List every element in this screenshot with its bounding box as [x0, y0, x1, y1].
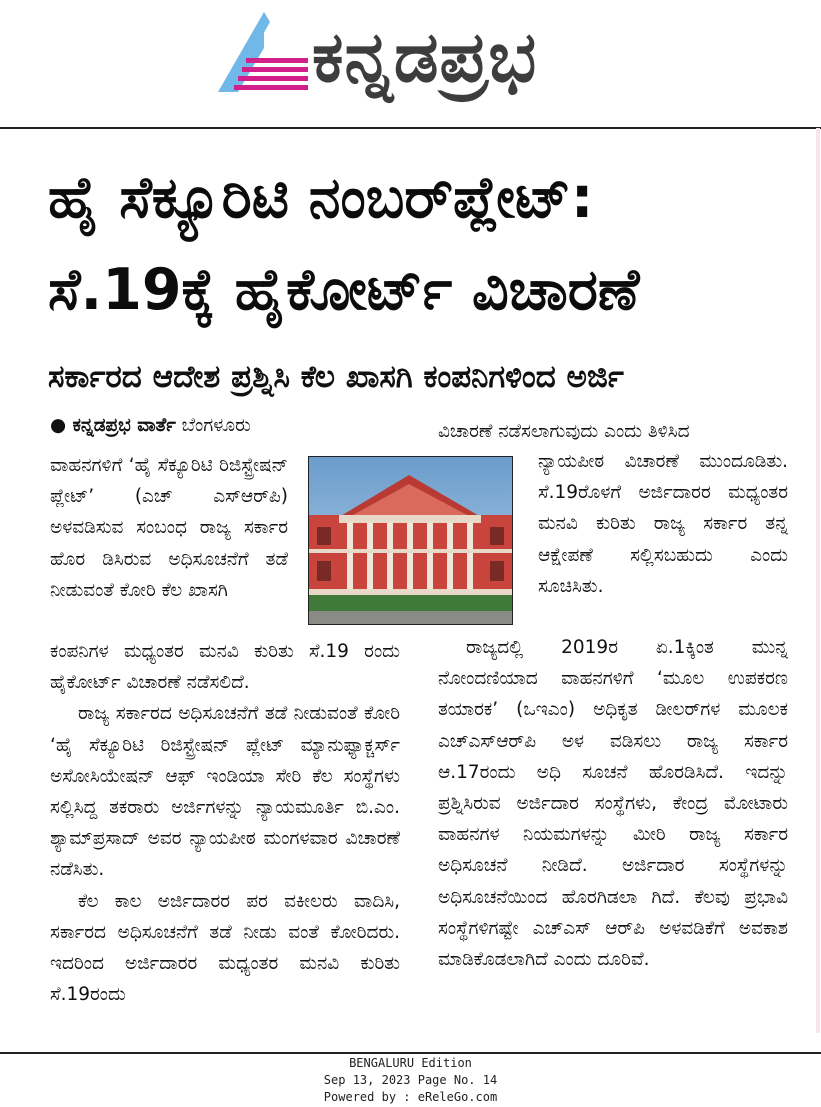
footer-edition: BENGALURU Edition	[349, 1056, 472, 1070]
kannadaprabha-logo-icon	[214, 12, 314, 98]
article-paragraph: ನ್ಯಾಯಪೀಠ ವಿಚಾರಣೆ ಮುಂದೂಡಿತು. ಸೆ.19ರೊಳಗೆ ಅರ್ಜಿದಾರರ ಮಧ್ಯಂತರ ಮನವಿ ಕುರಿತು ರಾಜ್ಯ ಸರ್ಕಾರ ತನ್ನ ಆಕ್ಷೇಪಣೆ ಸಲ್ಲಿಸಬಹುದು ಎಂದು ಸೂಚಿಸಿತು.	[538, 451, 788, 597]
footer	[0, 1055, 821, 1106]
photo-illustration	[309, 457, 512, 624]
footer-divider	[0, 1052, 821, 1054]
byline-bullet: ●	[50, 415, 73, 436]
high-court-building-image	[308, 456, 513, 625]
footer-date-page: Sep 13, 2023 Page No. 14	[323, 1073, 498, 1087]
article-paragraph: ವಿಚಾರಣೆ ನಡೆಸಲಾಗುವುದು ಎಂದು ತಿಳಿಸಿದ	[438, 421, 690, 442]
left-column-body	[50, 636, 400, 1010]
article-paragraph: ರಾಜ್ಯದಲ್ಲಿ 2019ರ ಏ.1ಕ್ಕಿಂತ ಮುನ್ನ ನೋಂದಣಿಯಾದ ವಾಹನಗಳಿಗೆ ‘ಮೂಲ ಉಪಕರಣ ತಯಾರಕ’ (ಒಇಎಂ) ಅಧಿಕೃತ ಡೀಲರ್‌ಗಳ ಮೂಲಕ ಎಚ್‌ಎಸ್‌ಆರ್‌ಪಿ ಅಳ ವಡಿಸಲು ರಾಜ್ಯ ಸರ್ಕಾರ ಆ.17ರಂದು ಅಧಿ ಸೂಚನೆ ಹೊರಡಿಸಿದೆ. ಇದನ್ನು ಪ್ರಶ್ನಿಸಿರುವ ಅರ್ಜಿದಾರ ಸಂಸ್ಥೆಗಳು, ಕೇಂದ್ರ ಮೋಟಾರು ವಾಹನಗಳ ನಿಯಮಗಳನ್ನು ಮೀರಿ ರಾಜ್ಯ ಸರ್ಕಾರ ಅಧಿಸೂಚನೆ ನೀಡಿದೆ. ಅರ್ಜಿದಾರ ಸಂಸ್ಥೆಗಳನ್ನು ಅಧಿಸೂಚನೆಯಿಂದ ಹೊರಗಿಡಲಾ ಗಿದೆ. ಕೆಲವು ಪ್ರಭಾವಿ ಸಂಸ್ಥೆಗಳಿಗಷ್ಟೇ ಎಚ್‌ಎಸ್ ಆರ್‌ಪಿ ಅಳವಡಿಕೆಗೆ ಅವಕಾಶ ಮಾಡಿಕೊಡಲಾಗಿದೆ ಎಂದು ದೂರಿವೆ.	[438, 637, 788, 971]
article-paragraph: ಕಂಪನಿಗಳ ಮಧ್ಯಂತರ ಮನವಿ ಕುರಿತು ಸೆ.19 ರಂದು ಹೈಕೋರ್ಟ್ ವಿಚಾರಣೆ ನಡೆಸಲಿದೆ.	[50, 641, 400, 694]
right-column-beside-photo	[538, 446, 788, 602]
masthead-divider	[0, 127, 821, 129]
headline-line-2: ಸೆ.19ಕ್ಕೆ ಹೈಕೋರ್ಟ್ ವಿಚಾರಣೆ	[48, 257, 640, 323]
byline-place: ಬೆಂಗಳೂರು	[181, 415, 251, 436]
right-column-body	[438, 632, 788, 975]
right-column-top	[438, 416, 788, 447]
article-paragraph: ಕೆಲ ಕಾಲ ಅರ್ಜಿದಾರರ ಪರ ವಕೀಲರು ವಾದಿಸಿ, ಸರ್ಕಾರದ ಅಧಿಸೂಚನೆಗೆ ತಡೆ ನೀಡು ವಂತೆ ಕೋರಿದರು. ಇದರಿಂದ ಅರ್ಜಿದಾರರ ಮಧ್ಯಂತರ ಮನವಿ ಕುರಿತು ಸೆ.19ರಂದು	[50, 890, 400, 1006]
headline-line-1: ಹೈ ಸೆಕ್ಯೂರಿಟಿ ನಂಬರ್‌ಪ್ಲೇಟ್:	[48, 165, 594, 231]
byline	[50, 410, 400, 441]
article-paragraph: ವಾಹನಗಳಿಗೆ ‘ಹೈ ಸೆಕ್ಯೂರಿಟಿ ರಿಜಿಸ್ಟ್ರೇಷನ್ ಪ್ಲೇಟ್’ (ಎಚ್ ಎಸ್‌ಆರ್‌ಪಿ) ಅಳವಡಿಸುವ ಸಂಬಂಧ ರಾಜ್ಯ ಸರ್ಕಾರ ಹೊರ ಡಿಸಿರುವ ಅಧಿಸೂಚನೆಗೆ ತಡೆ ನೀಡುವಂತೆ ಕೋರಿ ಕೆಲ ಖಾಸಗಿ	[50, 455, 288, 601]
article-paragraph: ರಾಜ್ಯ ಸರ್ಕಾರದ ಅಧಿಸೂಚನೆಗೆ ತಡೆ ನೀಡುವಂತೆ ಕೋರಿ ‘ಹೈ ಸೆಕ್ಯೂರಿಟಿ ರಿಜಿಸ್ಟ್ರೇಷನ್ ಪ್ಲೇಟ್ ಮ್ಯಾನುಫ್ಯಾಕ್ಚರ್ಸ್ ಅಸೋಸಿಯೇಷನ್ ಆಫ್ ಇಂಡಿಯಾ ಸೇರಿ ಕೆಲ ಸಂಸ್ಥೆಗಳು ಸಲ್ಲಿಸಿದ್ದ ತಕರಾರು ಅರ್ಜಿಗಳನ್ನು ನ್ಯಾಯಮೂರ್ತಿ ಬಿ.ಎಂ. ಶ್ಯಾಮ್‌ಪ್ರಸಾದ್ ಅವರ ನ್ಯಾಯಪೀಠ ಮಂಗಳವಾರ ವಿಚಾರಣೆ ನಡೆಸಿತು.	[50, 703, 400, 881]
clip-edge	[816, 128, 820, 1033]
left-column-beside-photo	[50, 450, 288, 606]
masthead-logo-text: ಕನ್ನಡಪ್ರಭ	[312, 16, 538, 98]
masthead	[0, 0, 821, 128]
byline-source: ಕನ್ನಡಪ್ರಭ ವಾರ್ತೆ	[72, 415, 176, 436]
footer-powered-by[interactable]: Powered by : eReleGo.com	[323, 1090, 498, 1104]
subheadline: ಸರ್ಕಾರದ ಆದೇಶ ಪ್ರಶ್ನಿಸಿ ಕೆಲ ಖಾಸಗಿ ಕಂಪನಿಗಳಿಂದ ಅರ್ಜಿ	[48, 359, 624, 395]
